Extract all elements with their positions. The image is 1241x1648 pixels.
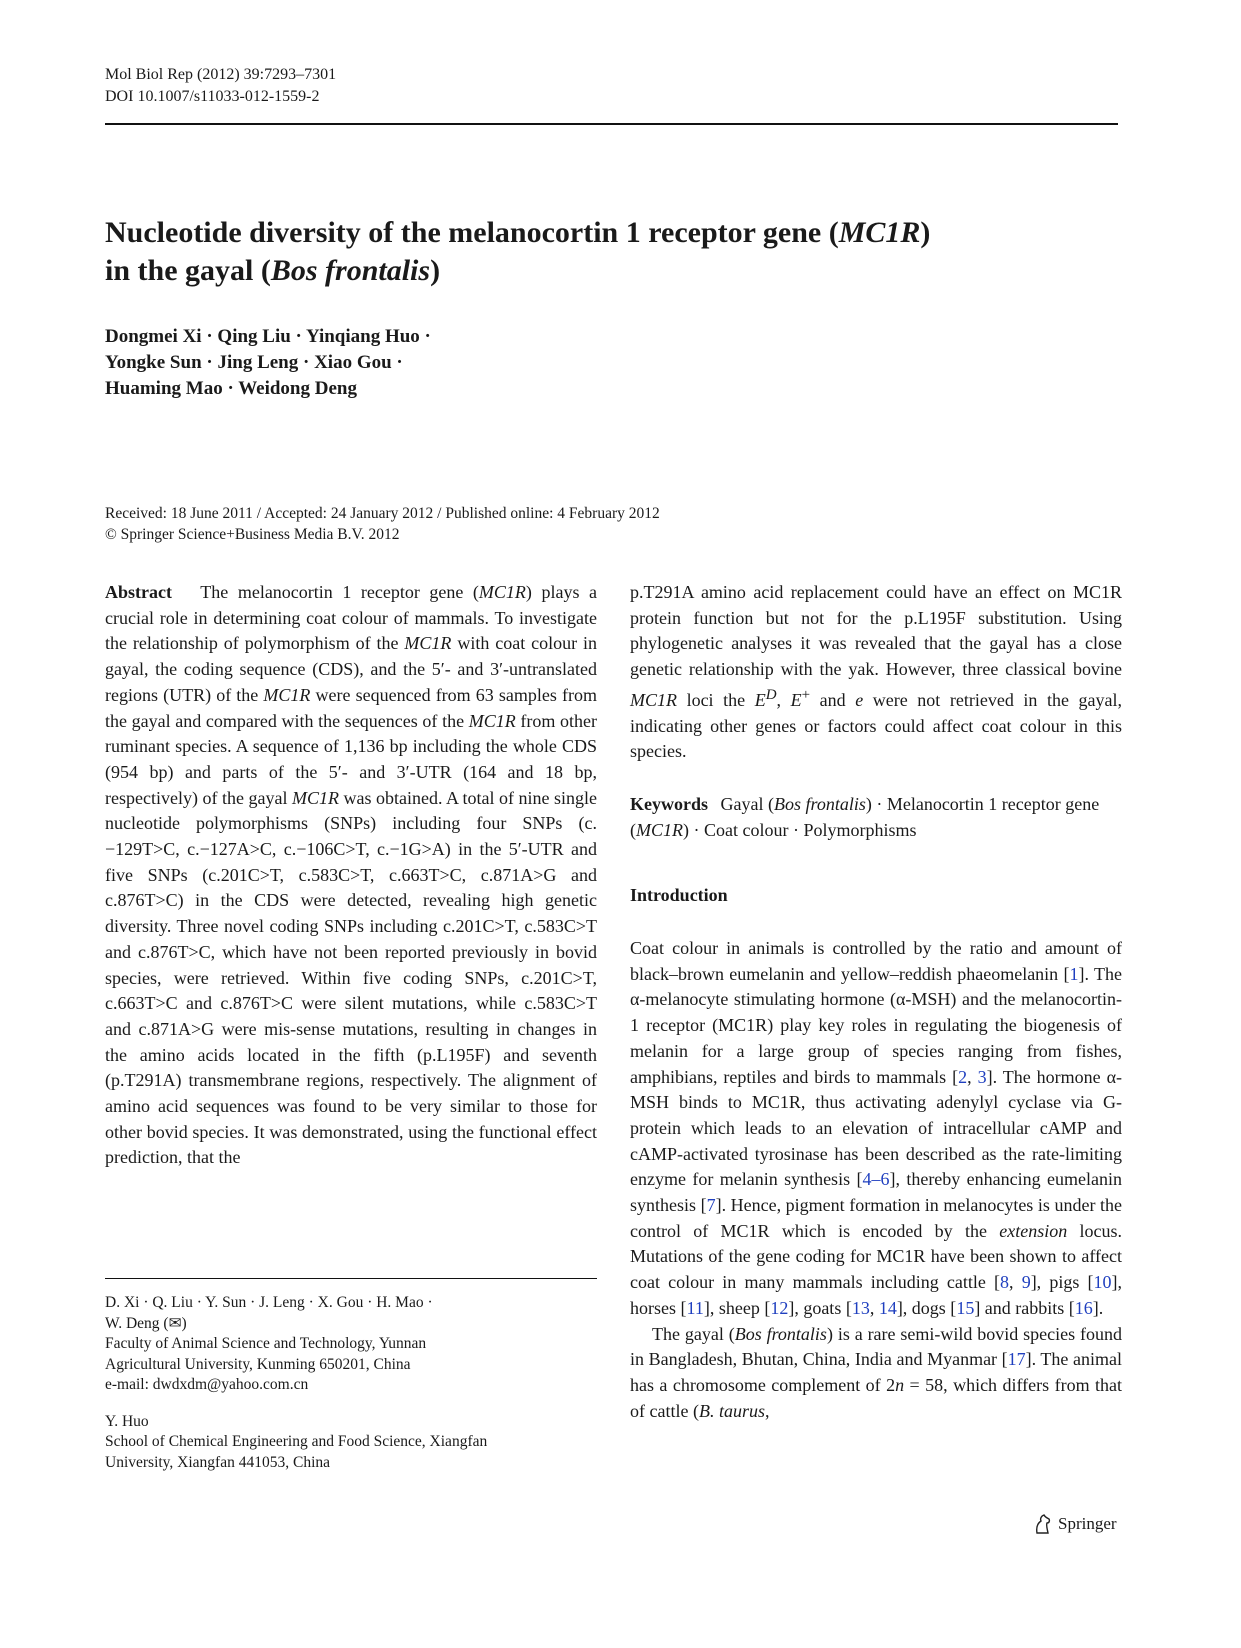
author-affiliations: D. Xi · Q. Liu · Y. Sun · J. Leng · X. Gou · H. Mao · W. Deng (✉) Faculty of Animal Science and Technology, Yunnan Agricultural University, Kunming 650201, China e-mail: dwdxdm@yahoo.com.cn Y. Huo School of Chemical Engineering and Food Science, Xiangfan University, Xiangfan 441053, China [105,1293,597,1489]
author-list: Dongmei Xi · Qing Liu · Yinqiang Huo · Yongke Sun · Jing Leng · Xiao Gou · Huaming Mao · Weidong Deng [105,326,431,399]
springer-horse-icon [1033,1513,1053,1535]
introduction-heading: Introduction [630,885,728,905]
citation-link[interactable]: 2 [958,1066,968,1087]
publisher-name: Springer [1058,1514,1117,1533]
citation-link[interactable]: 14 [878,1297,897,1318]
introduction-body: Coat colour in animals is controlled by the ratio and amount of black–brown eumelanin and yellow–reddish phaeomelanin [1]. The α-melanocyte stimulating hormone (α-MSH) and the melanocortin-1 receptor (MC1R) play key roles in regulating the biogenesis of melanin for a large group of species ranging from fishes, amphibians, reptiles and birds to mammals [2, 3]. The hormone α-MSH binds to MC1R, thus activating adenylyl cyclase via G-protein which leads to an elevation of intracellular cAMP and cAMP-activated tyrosinase has been described as the rate-limiting enzyme for melanin synthesis [4–6], thereby enhancing eumelanin synthesis [7]. Hence, pigment formation in melanocytes is under the control of MC1R which is encoded by the extension locus. Mutations of the gene coding for MC1R have been shown to affect coat colour in many mammals including cattle [8, 9], pigs [10], horses [11], sheep [12], goats [13, 14], dogs [15] and rabbits [16]. The gayal (Bos frontalis) is a rare semi-wild bovid species found in Bangladesh, Bhutan, China, India and Myanmar [17]. The animal has a chromosome complement of 2n = 58, which differs from that of cattle (B. taurus, [630,938,1123,1421]
citation-link[interactable]: 4–6 [862,1169,890,1190]
doi: DOI 10.1007/s11033-012-1559-2 [105,88,320,105]
keywords: Keywords Gayal (Bos frontalis) · Melanocortin 1 receptor gene (MC1R) · Coat colour · Polymorphisms [630,793,1100,840]
citation-link[interactable]: 3 [977,1066,987,1087]
abstract-heading: Abstract [105,582,172,602]
citation-link[interactable]: 12 [770,1297,789,1318]
citation-link[interactable]: 9 [1021,1272,1031,1293]
citation-link[interactable]: 7 [706,1195,716,1216]
publication-dates: Received: 18 June 2011 / Accepted: 24 January 2012 / Published online: 4 February 2012 © Springer Science+Business Media B.V. 2012 [105,505,660,543]
abstract: Abstract The melanocortin 1 receptor gene (MC1R) plays a crucial role in determining coat colour of mammals. To investigate the relationship of polymorphism of the MC1R with coat colour in gayal, the coding sequence (CDS), and the 5′- and 3′-untranslated regions (UTR) of the MC1R were sequenced from 63 samples from the gayal and compared with the sequences of the MC1R from other ruminant species. A sequence of 1,136 bp including the whole CDS (954 bp) and parts of the 5′- and 3′-UTR (164 and 18 bp, respectively) of the gayal MC1R was obtained. A total of nine single nucleotide polymorphisms (SNPs) including four SNPs (c.−129T>C, c.−127A>C, c.−106C>T, c.−1G>A) in the 5′-UTR and five SNPs (c.201C>T, c.583C>T, c.663T>C, c.871A>G and c.876T>C) in the CDS were detected, revealing high genetic diversity. Three novel coding SNPs including c.201C>T, c.583C>T and c.876T>C, which have not been reported previously in bovid species, were retrieved. Within five coding SNPs, c.201C>T, c.663T>C and c.876T>C were silent mutations, while c.583C>T and c.871A>G were mis-sense mutations, resulting in changes in the amino acids located in the fifth (p.L195F) and seventh (p.T291A) transmembrane regions, respectively. The alignment of amino acid sequences was found to be very similar to those for other bovid species. It was demonstrated, using the functional effect prediction, that the [105,582,598,1168]
abstract-continued: p.T291A amino acid replacement could have an effect on MC1R protein function but not for the p.L195F substitution. Using phylogenetic analyses it was revealed that the gayal has a close genetic relationship with the yak. However, three classical bovine MC1R loci the $E^D$, E+ and e were not retrieved in the gayal, indicating other genes or factors could affect coat colour in this species. Keywords Gayal (Bos frontalis) · Melanocortin 1 receptor gene (MC1R) · Coat colour · Polymorphisms [630,580,1122,843]
citation-link[interactable]: 16 [1074,1297,1093,1318]
citation-link[interactable]: 8 [1000,1272,1010,1293]
citation-link[interactable]: 13 [851,1297,870,1318]
citation-link[interactable]: 11 [686,1297,704,1318]
journal-citation: Mol Biol Rep (2012) 39:7293–7301 [105,66,337,83]
keywords-heading: Keywords [630,793,708,814]
citation-link[interactable]: 15 [956,1297,975,1318]
citation-link[interactable]: 1 [1069,963,1079,984]
publisher-logo [1033,1513,1117,1535]
article-title: Nucleotide diversity of the melanocortin 1 receptor gene (MC1R) in the gayal (Bos frontalis) [105,216,931,287]
header-rule [105,123,1118,125]
footnote-rule [105,1278,597,1279]
citation-link[interactable]: 17 [1007,1349,1026,1370]
citation-link[interactable]: 10 [1093,1272,1112,1293]
email-link[interactable]: e-mail: dwdxdm@yahoo.com.cn [105,1376,309,1393]
journal-header [105,64,336,108]
